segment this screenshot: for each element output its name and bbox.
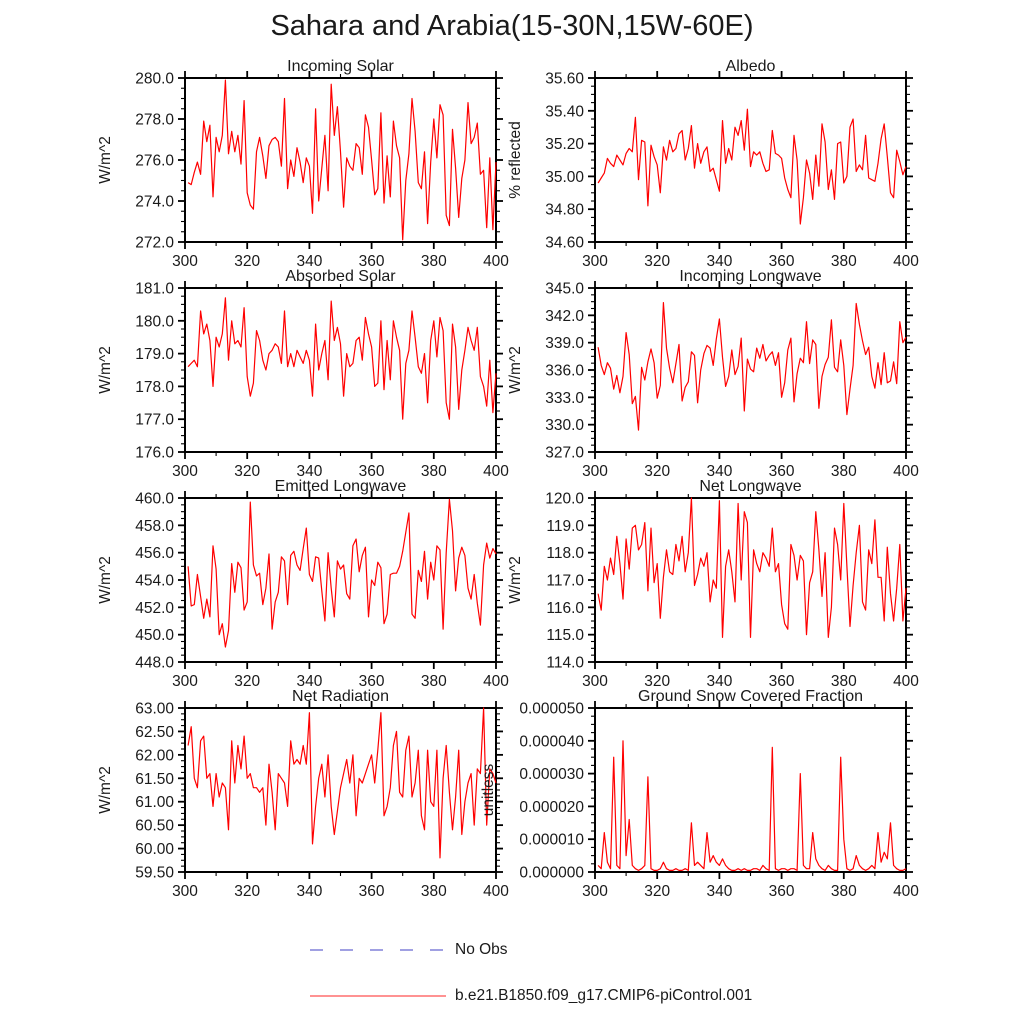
x-tick-label: 300: [172, 463, 198, 480]
y-tick-label: 448.0: [135, 654, 174, 672]
x-tick-label: 300: [582, 883, 608, 900]
y-tick-label: 454.0: [135, 572, 174, 590]
x-tick-label: 400: [893, 673, 919, 690]
legend-label-model-run: b.e21.B1850.f09_g17.CMIP6-piControl.001: [455, 987, 753, 1004]
panel-title: Incoming Longwave: [679, 268, 822, 285]
x-tick-label: 340: [706, 463, 733, 480]
y-axis-unit-label: W/m^2: [97, 556, 114, 604]
no-obs-dashed-line-swatch: [308, 945, 448, 955]
x-tick-label: 400: [483, 463, 509, 480]
panel-net-longwave: [507, 478, 919, 690]
y-axis-unit-label: W/m^2: [507, 346, 524, 394]
y-tick-label: 327.0: [545, 444, 584, 462]
y-tick-label: 62.00: [135, 747, 174, 765]
y-tick-label: 179.0: [135, 346, 174, 364]
y-tick-label: 450.0: [135, 627, 174, 645]
x-tick-label: 360: [358, 673, 385, 690]
y-tick-label: 0.000030: [519, 766, 584, 784]
y-tick-label: 345.0: [545, 280, 584, 298]
x-tick-label: 400: [893, 463, 919, 480]
panel-title: Net Longwave: [699, 478, 802, 495]
y-tick-label: 34.60: [545, 234, 584, 252]
x-tick-label: 340: [296, 883, 323, 900]
plot-frame: [185, 498, 496, 662]
y-tick-label: 0.000050: [519, 700, 584, 718]
x-tick-label: 320: [644, 673, 671, 690]
y-tick-label: 342.0: [545, 307, 584, 325]
y-tick-label: 336.0: [545, 362, 584, 380]
series-line: [598, 303, 906, 431]
x-tick-label: 380: [420, 673, 447, 690]
y-tick-label: 0.000040: [519, 733, 584, 751]
x-tick-label: 360: [768, 673, 795, 690]
series-line: [188, 499, 496, 647]
x-tick-label: 320: [234, 253, 261, 270]
y-tick-label: 452.0: [135, 599, 174, 617]
panel-title: Albedo: [725, 58, 776, 75]
y-tick-label: 35.40: [545, 103, 584, 121]
y-tick-label: 178.0: [135, 378, 174, 396]
x-tick-label: 340: [706, 253, 733, 270]
series-line: [188, 80, 496, 240]
panel-incoming-solar: [97, 58, 509, 270]
y-axis-unit-label: % reflected: [507, 121, 524, 199]
panel-title: Absorbed Solar: [285, 268, 396, 285]
x-tick-label: 380: [420, 253, 447, 270]
y-tick-label: 116.0: [546, 599, 584, 617]
x-tick-label: 340: [706, 673, 733, 690]
x-tick-label: 360: [768, 883, 795, 900]
legend-label-no-obs: No Obs: [455, 941, 508, 958]
y-tick-label: 117.0: [546, 572, 584, 590]
y-tick-label: 333.0: [545, 389, 584, 407]
panel-title: Emitted Longwave: [274, 478, 407, 495]
y-tick-label: 114.0: [546, 654, 584, 672]
x-tick-label: 380: [830, 883, 857, 900]
y-tick-label: 120.0: [545, 490, 584, 508]
series-line: [188, 298, 496, 419]
x-tick-label: 380: [830, 253, 857, 270]
y-tick-label: 276.0: [135, 152, 174, 170]
x-tick-label: 360: [768, 463, 795, 480]
y-axis-unit-label: unitless: [480, 763, 497, 817]
y-tick-label: 118.0: [546, 545, 584, 563]
x-tick-label: 300: [582, 673, 608, 690]
x-tick-label: 400: [483, 883, 509, 900]
x-tick-label: 320: [234, 673, 261, 690]
y-tick-label: 339.0: [545, 335, 584, 353]
x-tick-label: 340: [706, 883, 733, 900]
x-tick-label: 320: [644, 253, 671, 270]
panel-incoming-longwave: [507, 268, 919, 480]
y-tick-label: 35.00: [545, 168, 584, 186]
y-tick-label: 458.0: [135, 517, 174, 535]
x-tick-label: 300: [582, 253, 608, 270]
panel-emitted-longwave: [97, 478, 509, 690]
y-tick-label: 61.00: [135, 794, 174, 812]
figure-title: Sahara and Arabia(15-30N,15W-60E): [270, 10, 754, 42]
x-tick-label: 400: [893, 883, 919, 900]
panel-title: Net Radiation: [292, 688, 389, 705]
y-tick-label: 35.20: [545, 136, 584, 154]
panel-net-radiation: [97, 688, 509, 900]
y-axis-unit-label: W/m^2: [97, 136, 114, 184]
y-tick-label: 0.000010: [519, 831, 584, 849]
series-line: [598, 109, 906, 224]
y-tick-label: 280.0: [135, 70, 174, 88]
panel-albedo: [507, 58, 919, 270]
x-tick-label: 380: [830, 463, 857, 480]
x-tick-label: 340: [296, 463, 323, 480]
y-tick-label: 61.50: [135, 770, 174, 788]
plot-frame: [595, 708, 906, 872]
y-tick-label: 62.50: [135, 723, 174, 741]
y-tick-label: 456.0: [135, 545, 174, 563]
y-tick-label: 460.0: [135, 490, 174, 508]
series-line: [598, 741, 906, 871]
y-tick-label: 0.000020: [519, 798, 584, 816]
x-tick-label: 380: [420, 883, 447, 900]
x-tick-label: 400: [483, 253, 509, 270]
x-tick-label: 340: [296, 253, 323, 270]
y-tick-label: 115.0: [546, 627, 584, 645]
panel-title: Incoming Solar: [287, 58, 394, 75]
y-axis-unit-label: W/m^2: [97, 766, 114, 814]
y-tick-label: 278.0: [135, 111, 174, 129]
panel-title: Ground Snow Covered Fraction: [638, 688, 863, 705]
y-tick-label: 177.0: [135, 411, 174, 429]
y-tick-label: 330.0: [545, 417, 584, 435]
series-line: [188, 708, 496, 858]
panel-absorbed-solar: [97, 268, 509, 480]
x-tick-label: 380: [830, 673, 857, 690]
x-tick-label: 320: [234, 463, 261, 480]
panel-ground-snow-covered-fraction: [480, 688, 919, 900]
y-axis-unit-label: W/m^2: [97, 346, 114, 394]
x-tick-label: 300: [172, 673, 198, 690]
y-tick-label: 60.00: [135, 841, 174, 859]
legend-item-model-run: [308, 987, 752, 1005]
y-tick-label: 34.80: [545, 201, 584, 219]
x-tick-label: 400: [483, 673, 509, 690]
x-tick-label: 340: [296, 673, 323, 690]
x-tick-label: 320: [644, 883, 671, 900]
y-tick-label: 59.50: [135, 864, 174, 882]
y-axis-unit-label: W/m^2: [507, 556, 524, 604]
y-tick-label: 119.0: [546, 517, 584, 535]
x-tick-label: 300: [172, 883, 198, 900]
y-tick-label: 60.50: [135, 817, 174, 835]
x-tick-label: 360: [358, 463, 385, 480]
y-tick-label: 63.00: [135, 700, 174, 718]
plot-frame: [185, 288, 496, 452]
model-run-line-swatch: [308, 991, 448, 1001]
x-tick-label: 380: [420, 463, 447, 480]
y-tick-label: 181.0: [135, 280, 174, 298]
x-tick-label: 360: [768, 253, 795, 270]
x-tick-label: 360: [358, 883, 385, 900]
legend-item-no-obs: [308, 941, 508, 959]
series-line: [598, 498, 906, 637]
x-tick-label: 320: [644, 463, 671, 480]
y-tick-label: 274.0: [135, 193, 174, 211]
x-tick-label: 300: [172, 253, 198, 270]
y-tick-label: 180.0: [135, 313, 174, 331]
x-tick-label: 360: [358, 253, 385, 270]
x-tick-label: 300: [582, 463, 608, 480]
y-tick-label: 0.000000: [519, 864, 584, 882]
y-tick-label: 35.60: [545, 70, 584, 88]
x-tick-label: 400: [893, 253, 919, 270]
y-tick-label: 176.0: [135, 444, 174, 462]
y-tick-label: 272.0: [135, 234, 174, 252]
x-tick-label: 320: [234, 883, 261, 900]
